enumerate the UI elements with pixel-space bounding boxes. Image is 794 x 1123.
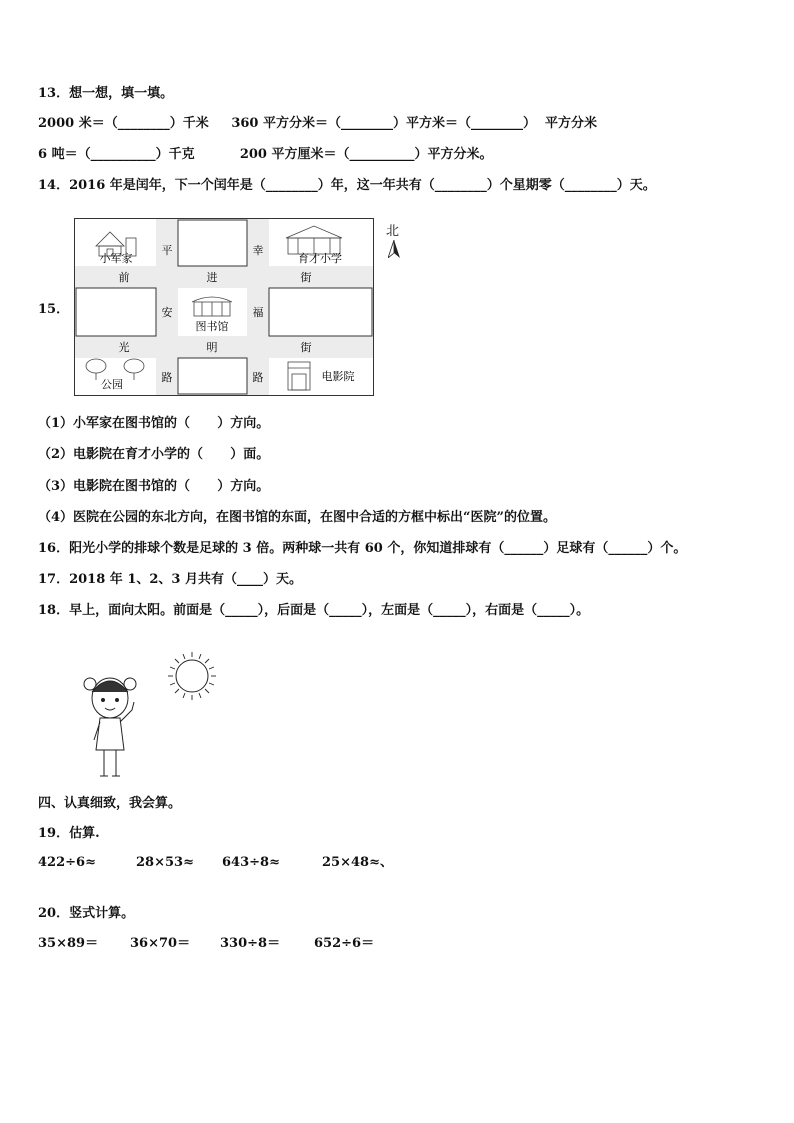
place-park: 公园: [101, 378, 123, 391]
street-pingan-1: 平: [161, 244, 173, 257]
q13-line1: 2000 米＝（________）千米 360 平方分米＝（________）平方米＝（________） 平方分米: [38, 116, 598, 131]
sun-icon: [168, 652, 216, 700]
street-pingan-3: 路: [161, 371, 173, 384]
street-guangming-3: 街: [300, 341, 312, 354]
place-xiaojun: 小军家: [99, 252, 133, 265]
q20-item-3: 330÷8＝: [220, 936, 281, 951]
q15-sub4: （4）医院在公园的东北方向，在图书馆的东面，在图中合适的方框中标出“医院”的位置。: [38, 510, 557, 525]
girl-icon: [84, 678, 136, 776]
q20-item-2: 36×70＝: [130, 936, 191, 951]
place-cinema: 电影院: [321, 370, 355, 383]
street-qianjin-3: 街: [300, 271, 312, 284]
q13-line2: 6 吨＝（__________）千克 200 平方厘米＝（__________）平方分米。: [38, 147, 493, 162]
q14-text: 14．2016 年是闰年，下一个闰年是（________）年，这一年共有（________）个星期零（________）天。: [38, 178, 656, 193]
q15-sub3: （3）电影院在图书馆的（ ）方向。: [38, 479, 270, 494]
north-indicator: [382, 220, 404, 260]
north-label: 北: [386, 224, 400, 239]
street-xingfu-1: 幸: [252, 244, 264, 257]
q19-item-4: 25×48≈、: [322, 855, 393, 870]
street-guangming-2: 明: [206, 341, 218, 354]
street-guangming-1: 光: [118, 341, 130, 354]
q19-item-3: 643÷8≈: [222, 855, 280, 870]
street-xingfu-2: 福: [252, 306, 264, 319]
q15-sub2: （2）电影院在育才小学的（ ）面。: [38, 447, 270, 462]
place-yucai: 育才小学: [298, 252, 342, 265]
street-qianjin-2: 进: [206, 271, 218, 284]
north-arrow-icon: [388, 240, 400, 258]
q15-map: [74, 218, 374, 396]
q15-number: 15．: [38, 302, 70, 317]
q19-item-2: 28×53≈: [136, 855, 194, 870]
q13-title: 13．想一想，填一填。: [38, 86, 174, 101]
q20-item-1: 35×89＝: [38, 936, 99, 951]
q17-text: 17．2018 年 1、2、3 月共有（____）天。: [38, 572, 302, 587]
street-xingfu-3: 路: [252, 371, 264, 384]
q19-title: 19．估算.: [38, 826, 100, 841]
q20-title: 20．竖式计算。: [38, 906, 135, 921]
q19-item-1: 422÷6≈: [38, 855, 96, 870]
street-qianjin-1: 前: [118, 271, 130, 284]
q20-item-4: 652÷6＝: [314, 936, 375, 951]
place-library: 图书馆: [195, 320, 229, 333]
street-pingan-2: 安: [161, 306, 173, 319]
q16-text: 16．阳光小学的排球个数是足球的 3 倍。两种球一共有 60 个，你知道排球有（______）足球有（______）个。: [38, 541, 687, 556]
girl-and-sun-illustration: [40, 640, 240, 792]
section4-title: 四、认真细致，我会算。: [38, 796, 182, 811]
q15-sub1: （1）小军家在图书馆的（ ）方向。: [38, 416, 270, 431]
q18-text: 18．早上，面向太阳。前面是（_____），后面是（_____），左面是（_____），右面是（_____）。: [38, 603, 590, 618]
